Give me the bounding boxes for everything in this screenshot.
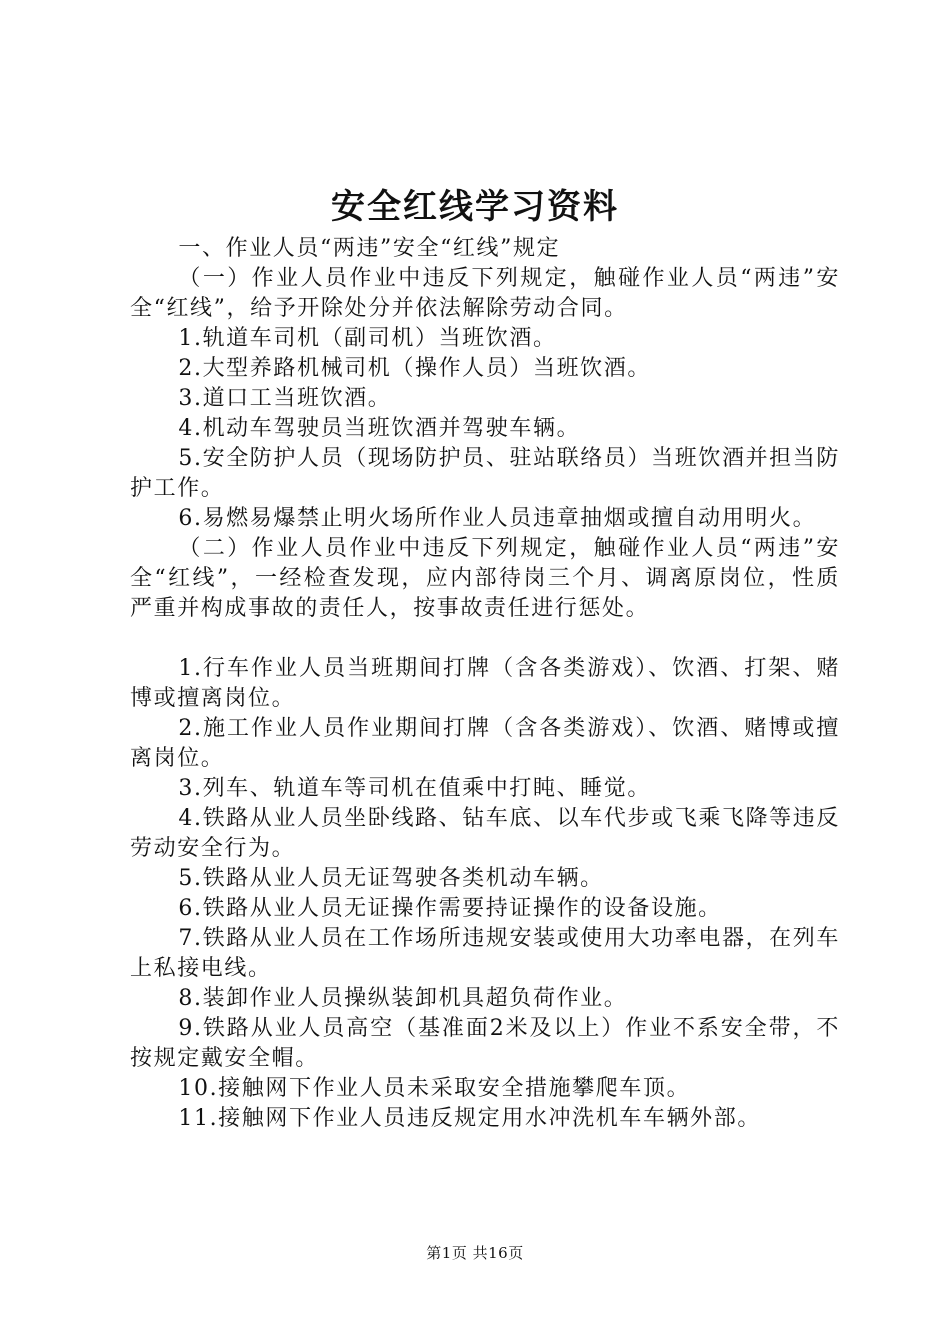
- list-item: 5.安全防护人员（现场防护员、驻站联络员）当班饮酒并担当防护工作。: [130, 446, 840, 501]
- list-item: 7.铁路从业人员在工作场所违规安装或使用大功率电器，在列车上私接电线。: [130, 926, 840, 981]
- list-item: 1.行车作业人员当班期间打牌（含各类游戏）、饮酒、打架、赌博或擅离岗位。: [130, 656, 840, 711]
- section-heading-1: 一、作业人员“两违”安全“红线”规定: [178, 236, 561, 261]
- blank-line: [130, 624, 840, 654]
- list-item: 4.铁路从业人员坐卧线路、钻车底、以车代步或飞乘飞降等违反劳动安全行为。: [130, 806, 840, 861]
- document-body: [130, 234, 840, 1134]
- subsection-2-intro: （二）作业人员作业中违反下列规定，触碰作业人员“两违”安全“红线”，一经检查发现，应内部待岗三个月、调离原岗位，性质严重并构成事故的责任人，按事故责任进行惩处。: [130, 536, 840, 621]
- page-number-footer: 第1页 共16页: [426, 1244, 524, 1262]
- list-item: 8.装卸作业人员操纵装卸机具超负荷作业。: [178, 986, 628, 1011]
- list-item: 5.铁路从业人员无证驾驶各类机动车辆。: [178, 866, 604, 891]
- list-item: 6.铁路从业人员无证操作需要持证操作的设备设施。: [178, 896, 722, 921]
- list-item: 2.施工作业人员作业期间打牌（含各类游戏）、饮酒、赌博或擅离岗位。: [130, 716, 840, 771]
- list-item: 3.列车、轨道车等司机在值乘中打盹、睡觉。: [178, 776, 651, 801]
- list-item: 10.接触网下作业人员未采取安全措施攀爬车顶。: [178, 1076, 691, 1101]
- list-item: 4.机动车驾驶员当班饮酒并驾驶车辆。: [178, 416, 581, 441]
- document-title: 安全红线学习资料: [331, 187, 619, 227]
- list-item: 11.接触网下作业人员违反规定用水冲洗机车车辆外部。: [178, 1106, 761, 1131]
- list-item: 3.道口工当班饮酒。: [178, 386, 392, 411]
- list-item: 2.大型养路机械司机（操作人员）当班饮酒。: [178, 356, 651, 381]
- list-item: 9.铁路从业人员高空（基准面2米及以上）作业不系安全带，不按规定戴安全帽。: [130, 1016, 840, 1071]
- list-item: 1.轨道车司机（副司机）当班饮酒。: [178, 326, 557, 351]
- subsection-1-intro: （一）作业人员作业中违反下列规定，触碰作业人员“两违”安全“红线”，给予开除处分并依法解除劳动合同。: [130, 266, 840, 321]
- list-item: 6.易燃易爆禁止明火场所作业人员违章抽烟或擅自动用明火。: [178, 506, 817, 531]
